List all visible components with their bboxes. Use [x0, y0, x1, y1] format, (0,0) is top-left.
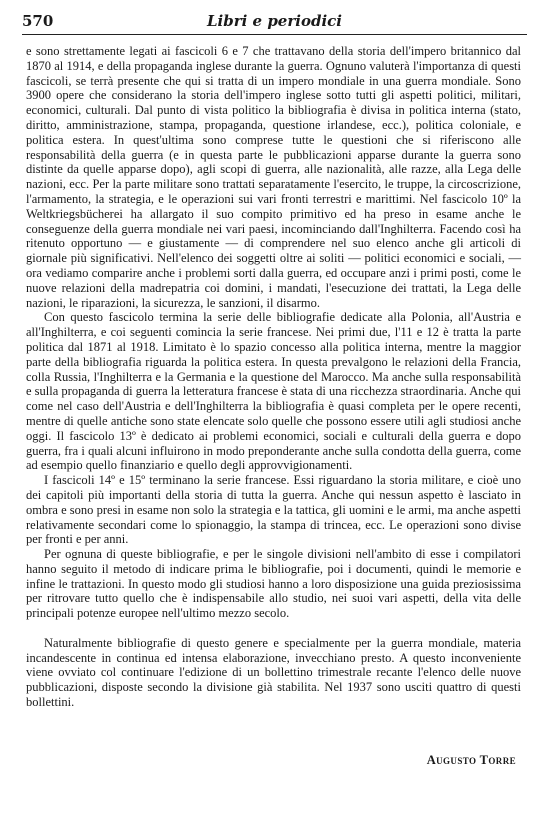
article-body [26, 44, 521, 710]
paragraph-3: I fascicoli 14º e 15º terminano la serie francese. Essi riguardano la storia militare, e cioè uno dei capitoli più importanti della storia di tutta la guerra. Anche qui nessun aspetto è lasciato in ombra e sono presi in esame non solo la strategia e la tattica, gli uomini e le armi, ma anche aspetti relativamente secondari come lo spionaggio, la stampa di trincea, ecc. Le operazioni sono divise per fronti e per anni. [26, 473, 521, 547]
author-signature: Augusto Torre [426, 753, 516, 767]
running-title: Libri e periodici [207, 12, 342, 30]
header-rule [22, 34, 527, 35]
paragraph-spacer [26, 621, 521, 636]
paragraph-5: Naturalmente bibliografie di questo genere e specialmente per la guerra mondiale, materia incandescente in continua ed intensa elaborazione, invecchiano presto. A questo inconveniente viene ovviato col continuare l'edizione di un bollettino trimestrale recante l'elenco delle nuove pubblicazioni, disposte secondo la divisione già stabilita. Nel 1937 sono usciti quattro di questi bollettini. [26, 635, 521, 710]
paragraph-1: e sono strettamente legati ai fascicoli 6 e 7 che trattavano della storia dell'impero britannico dal 1870 al 1914, e della propaganda inglese durante la guerra. Ognuno valuterà l'importanza di questi fascicoli, se terrà presente che qui si tratta di un impero mondiale in una guerra mondiale. Sono 3900 opere che considerano la storia dell'impero inglese sotto tutti gli aspetti politici, militari, economici, culturali. Dal punto di vista politico la bibliografia è divisa in politica interna (stato, diritto, amministrazione, stampa, propaganda, questione irlandese, ecc.), politica coloniale, e politica estera. In quest'ultima sono comprese tutte le questioni che si riferiscono alle responsabilità della guerra (e in questa parte le pubblicazioni apparse durante la guerra sono distinte da quelle apparse dopo), agli scopi di guerra, alle nazionalità, alle razze, alla Lega delle nazioni, ecc. Per la parte militare sono trattati separatamente l'esercito, le truppe, la circoscrizione, l'armamento, la strategia, e le operazioni sui vari fronti terrestri e marittimi. Nel fascicolo 10º la Weltkriegsbücherei ha allargato il suo compito primitivo ed ha preso in esame anche le conseguenze della guerra mondiale nei vari paesi, incominciando dall'Inghilterra. Facendo così ha ritenuto opportuno — e giustamente — di comprendere nel suo elenco anche gli articoli di giornale più significativi. Nell'elenco dei soggetti oltre ai soliti — politici economici e sociali, — ora vediamo comparire anche i problemi sorti dalla guerra, ed occupare anzi i primi posti, come le nuove relazioni della madrepatria coi domini, i mandati, l'esecuzione dei trattati, la Lega delle nazioni, le riparazioni, la sicurezza, le sanzioni, il disarmo. [26, 44, 521, 310]
page-header [22, 10, 527, 32]
page-number: 570 [22, 12, 54, 30]
paragraph-2: Con questo fascicolo termina la serie delle bibliografie dedicate alla Polonia, all'Austria e all'Inghilterra, e coi seguenti comincia la serie francese. Nei primi due, l'11 e 12 è tratta la parte politica dal 1871 al 1918. Limitato è lo spazio concesso alla politica interna, mentre la maggior parte della bibliografia riguarda la politica estera. In questa prevalgono le relazioni della Francia, colla Russia, l'Inghilterra e la Germania e la questione del Marocco. Ma anche sulla responsabilità e sulla propaganda di guerra la letteratura francese è stata di una ricchezza straordinaria. Anche qui come nel caso dell'Austria e dell'Inghilterra la bibliografia è quasi completa per le opere recenti, mentre di quelle antiche sono state elencate solo quelle che possono essere utili agli studiosi anche oggi. Il fascicolo 13º è dedicato ai problemi economici, sociali e culturali della guerra e dopo guerra, fra i quali alcuni influirono in modo preponderante anche sulla condotta della guerra, come ad esempio quello finanziario e quello degli approvvigionamenti. [26, 310, 521, 473]
paragraph-4: Per ognuna di queste bibliografie, e per le singole divisioni nell'ambito di esse i compilatori hanno seguito il metodo di indicare prima le bibliografie, poi i documenti, quindi le memorie e infine le trattazioni. In questo modo gli studiosi hanno a loro disposizione una guida preziosissima per ritrovare tutto quello che è indispensabile allo studio, nei suoi vari aspetti, della vita delle principali potenze europee nell'ultimo mezzo secolo. [26, 547, 521, 621]
